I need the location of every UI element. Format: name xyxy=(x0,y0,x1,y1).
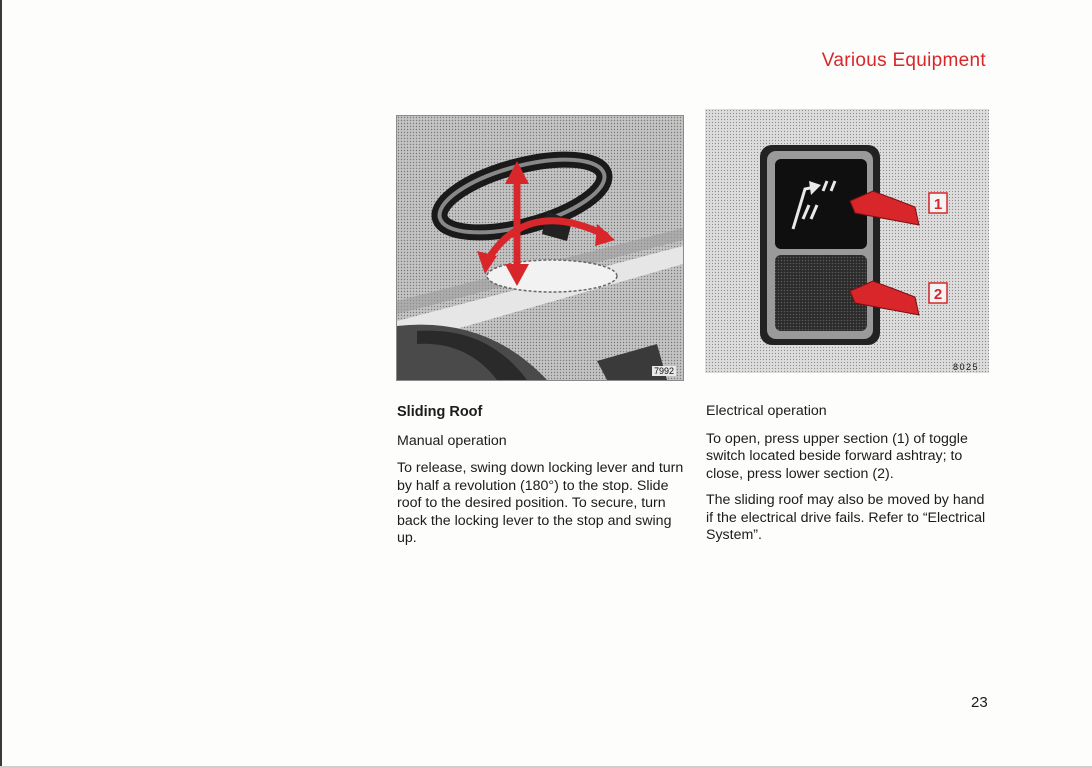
callout-1: 1 xyxy=(933,196,943,213)
electrical-operation-paragraph-1: To open, press upper section (1) of toggle switch located beside forward ashtray; to close, press lower section (2). xyxy=(706,430,968,482)
electrical-operation-subheading: Electrical operation xyxy=(706,403,827,419)
figure-number-left: 7992 xyxy=(654,366,675,376)
toggle-switch-figure xyxy=(705,109,989,373)
right-text-column xyxy=(706,403,994,554)
left-text-column xyxy=(397,404,685,557)
sliding-roof-heading: Sliding Roof xyxy=(397,404,483,420)
toggle-switch-illustration-icon xyxy=(705,109,989,373)
page-number: 23 xyxy=(971,694,988,711)
callout-2: 2 xyxy=(933,286,943,303)
manual-operation-body: To release, swing down locking lever and turn by half a revolution (180°) to the stop. Slide roof to the desired position. To secure, turn back the locking lever to the stop and swing up. xyxy=(397,460,684,546)
page-binding-edge xyxy=(0,0,2,768)
manual-operation-subheading: Manual operation xyxy=(397,432,507,449)
crank-illustration-icon xyxy=(397,116,683,380)
electrical-operation-paragraph-2: The sliding roof may also be moved by hand if the electrical drive fails. Refer to “Electrical System”. xyxy=(706,492,986,543)
sliding-roof-crank-figure xyxy=(396,115,684,381)
figure-number-right: 8025 xyxy=(953,362,980,372)
section-title: Various Equipment xyxy=(821,50,986,71)
